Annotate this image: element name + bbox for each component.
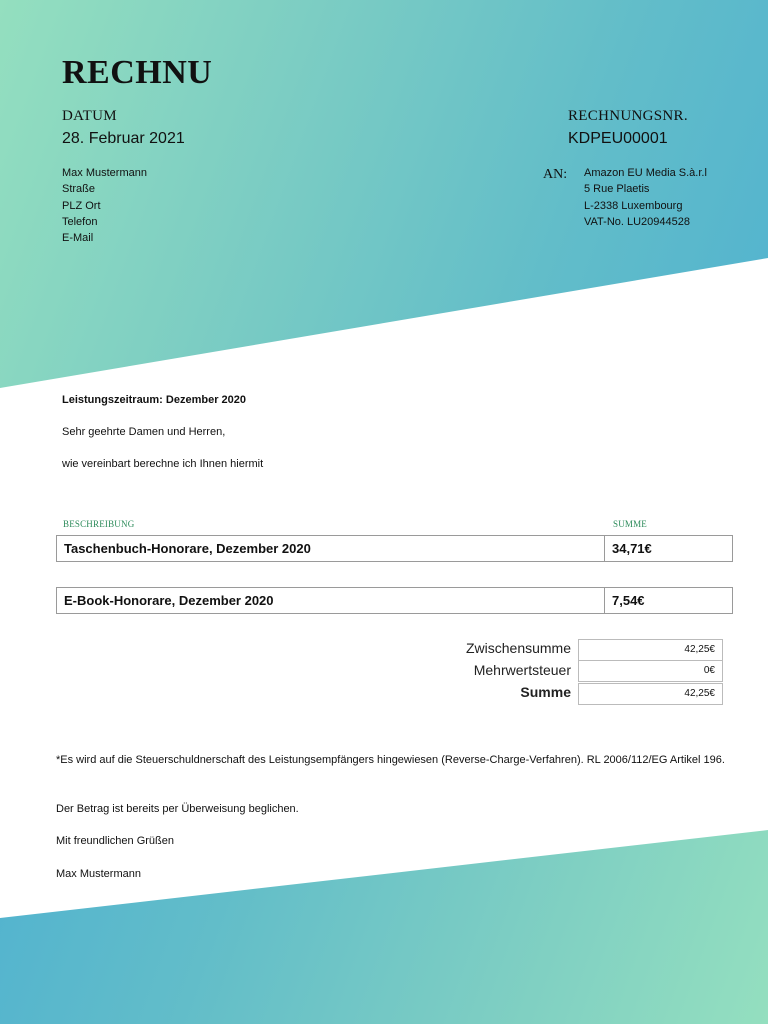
line-item-amount: 34,71€ (612, 541, 652, 556)
sender-line: Straße (62, 183, 96, 196)
recipient-label: AN: (543, 167, 568, 182)
total-value: 42,25€ (578, 683, 723, 705)
column-header-sum: SUMME (613, 519, 648, 529)
reverse-charge-note: *Es wird auf die Steuerschuldnerschaft des Leistungsempfängers hingewiesen (Reverse-Charge-Verfahren). RL 2006/112/EG Artikel 196. (56, 754, 725, 766)
subtotal-value: 42,25€ (578, 639, 723, 661)
closing-text: Mit freundlichen Grüßen (56, 835, 174, 847)
line-item-description: E-Book-Honorare, Dezember 2020 (57, 588, 605, 613)
date-label: DATUM (62, 108, 117, 124)
payment-note: Der Betrag ist bereits per Überweisung beglichen. (56, 803, 299, 815)
subtotal-label: Zwischensumme (465, 640, 571, 656)
sender-address (62, 165, 147, 246)
sender-line: PLZ Ort (62, 199, 101, 212)
recipient-line: VAT-No. LU20944528 (584, 215, 690, 228)
intro-text: wie vereinbart berechne ich Ihnen hiermit (62, 458, 264, 470)
invoice-title: RECHNU (62, 54, 213, 91)
footer-gradient-band (0, 820, 768, 1024)
vat-value: 0€ (578, 660, 723, 682)
date-value: 28. Februar 2021 (62, 130, 185, 147)
sender-line: Max Mustermann (62, 167, 147, 179)
line-item-amount: 7,54€ (612, 593, 645, 608)
total-label: Summe (520, 684, 571, 700)
recipient-line: 5 Rue Plaetis (584, 183, 650, 196)
recipient-line: L-2338 Luxembourg (584, 199, 683, 212)
line-item-description: Taschenbuch-Honorare, Dezember 2020 (57, 536, 605, 561)
recipient-line: Amazon EU Media S.à.r.l (584, 167, 707, 179)
recipient-address (584, 165, 707, 230)
sender-line: Telefon (62, 215, 98, 228)
line-item-row (56, 587, 733, 614)
invoice-number-label: RECHNUNGSNR. (568, 108, 688, 124)
greeting: Sehr geehrte Damen und Herren, (62, 426, 226, 438)
line-item-row (56, 535, 733, 562)
service-period: Leistungszeitraum: Dezember 2020 (62, 394, 247, 406)
column-header-description: BESCHREIBUNG (63, 519, 135, 529)
signature-name: Max Mustermann (56, 868, 141, 880)
vat-label: Mehrwertsteuer (473, 662, 571, 678)
invoice-number-value: KDPEU00001 (568, 130, 668, 147)
sender-line: E-Mail (62, 232, 94, 245)
